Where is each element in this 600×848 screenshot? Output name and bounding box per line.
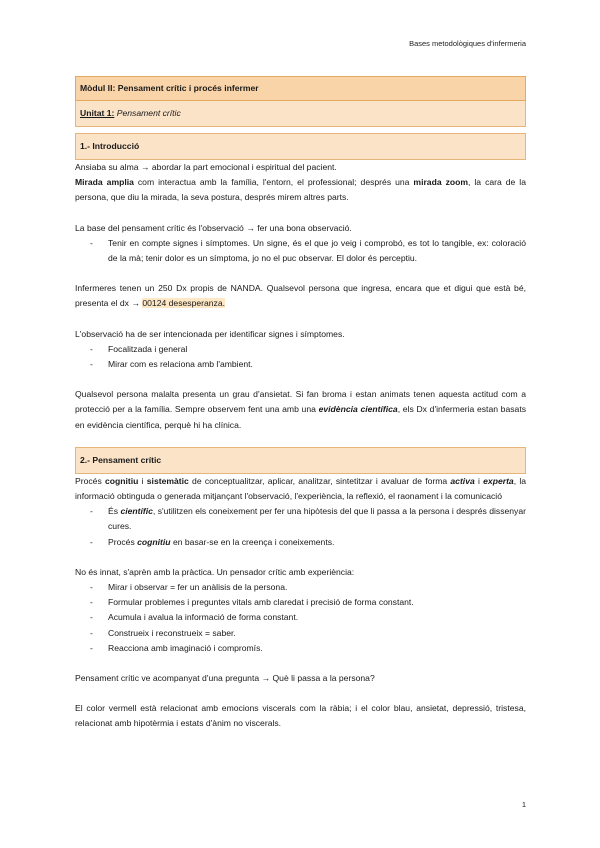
page-number: 1 [521, 800, 526, 809]
section-heading-intro: 1.- Introducció [75, 133, 526, 160]
list-item: - És científic, s'utilitzen els coneixement per fer una hipòtesis del que li passa a la persona i després dissenyar cures. [75, 504, 526, 534]
list-item: - Acumula i avalua la informació de forma constant. [75, 610, 526, 625]
list-item: - Construeix i reconstrueix = saber. [75, 626, 526, 641]
list-item: - Reacciona amb imaginació i compromís. [75, 641, 526, 656]
highlighted-diagnosis: 00124 desesperanza. [142, 298, 226, 309]
unit-title [75, 101, 526, 127]
paragraph: L'observació ha de ser intencionada per identificar signes i símptomes. [75, 328, 345, 339]
bullet-list [75, 236, 526, 266]
paragraph: Qualsevol persona malalta presenta un grau d'ansietat. Si fan broma i estan animats tenen aquesta actitud com a protecció per a la família. Sempre observem fent una amb una evidència científica, els Dx d'infermeria estan basats en evidència científica, perquè hi ha clínica. [75, 389, 527, 430]
bullet-list [75, 504, 526, 550]
list-item: - Mirar com es relaciona amb l'ambient. [75, 357, 526, 372]
section-heading-critical: 2.- Pensament crític [75, 447, 526, 474]
module-title: Mòdul II: Pensament crític i procés infermer [75, 76, 526, 101]
paragraph: Mirada amplia com interactua amb la família, l'entorn, el professional; després una mirada zoom, la cara de la persona, que diu la mirada, la seva postura, després mirem altres parts. [75, 177, 526, 203]
paragraph: El color vermell està relacionat amb emocions viscerals com la ràbia; i el color blau, ansietat, depressió, tristesa, relacionat amb hipotèrmia i estats d'ànim no viscerals. [75, 703, 526, 729]
paragraph: Pensament crític ve acompanyat d'una pregunta → Què li passa a la persona? [75, 673, 375, 684]
document-body [75, 76, 526, 732]
list-item: - Formular problemes i preguntes vitals amb claredat i precisió de forma constant. [75, 595, 526, 610]
paragraph: Procés cognitiu i sistemàtic de conceptualitzar, aplicar, analitzar, sintetitzar i avaluar de forma activa i experta, la informació obtinguda o generada mitjançant l'observació, l'experiència, la reflexió, el raonament i la comunicació [75, 475, 527, 502]
paragraph: Ansiaba su alma → abordar la part emocional i espiritual del pacient. [75, 162, 337, 172]
bullet-list [75, 342, 526, 372]
paragraph: Infermeres tenen un 250 Dx propis de NANDA. Qualsevol persona que ingresa, encara que et digui que està bé, presenta el dx → 00124 desesperanza. [75, 283, 526, 309]
list-item: - Tenir en compte signes i símptomes. Un signe, és el que jo veig i comprobó, es tot lo tangible, ex: coloració de la mà; tenir dolor es un símptoma, jo no el puc observar. El dolor és perceptiu. [75, 236, 526, 266]
bullet-list [75, 580, 526, 656]
list-item: - Mirar i observar = fer un anàlisis de la persona. [75, 580, 526, 595]
paragraph: No és innat, s'aprèn amb la pràctica. Un pensador crític amb experiència: [75, 566, 355, 577]
unit-name: Pensament crític [114, 108, 181, 118]
running-header: Bases metodològiques d'infermeria [409, 39, 526, 48]
list-item: - Focalitzada i general [75, 342, 526, 357]
list-item: - Procés cognitiu en basar-se en la creença i coneixements. [75, 535, 526, 550]
unit-label: Unitat 1: [80, 108, 115, 118]
paragraph: La base del pensament crític és l'observació → fer una bona observació. [75, 222, 352, 233]
